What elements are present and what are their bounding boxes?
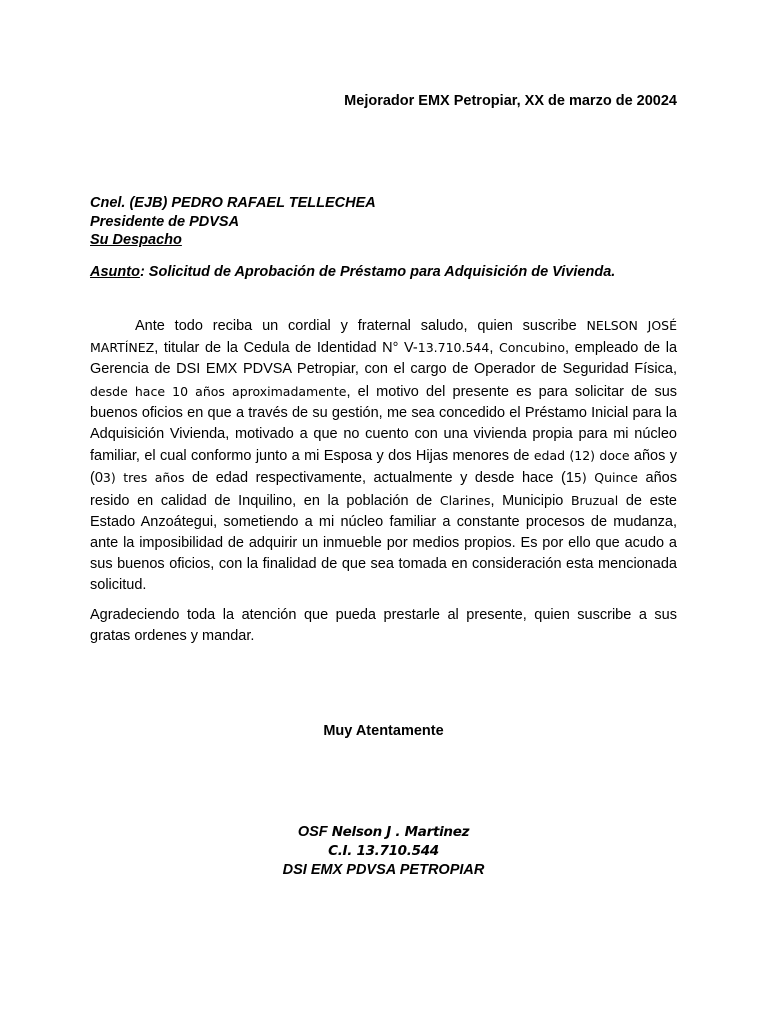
signature-unit: DSI EMX PDVSA PETROPIAR — [282, 862, 485, 878]
signature-id: C.I. 13.710.544 — [328, 843, 439, 859]
closing-line: Muy Atentamente — [323, 723, 444, 739]
body-text: de este Estado Anzoátegui, sometiendo a mi núcleo familiar a constante procesos de mudanza, ante la imposibilidad de adquirir un inmueble por medios propios. Es por ello que acudo a sus buenos oficios, con la finalidad de que sea tomada en consideración esta mencionada solicitud. — [90, 492, 677, 594]
subject-label: Asunto — [90, 264, 140, 280]
town-name: Clarines — [439, 492, 491, 508]
years-of-service: desde hace 10 años aproximadamente — [90, 383, 347, 399]
body-text: años y (0 — [90, 448, 677, 487]
applicant-name: NELSON JOSÉ MARTÍNEZ — [90, 318, 678, 356]
body-paragraph-1 — [90, 315, 677, 597]
subject-line — [90, 264, 615, 280]
addressee-name: Cnel. (EJB) PEDRO RAFAEL TELLECHEA — [90, 195, 376, 211]
body-text: , el motivo del presente es para solicitar de sus buenos oficios en que a través de su gestión, me sea concedido el Préstamo Inicial para la Adquisición Vivienda, motivado a que no cuento con una vivienda propia para mi núcleo familiar, el cual conformo junto a mi Esposa y dos Hijas menores de — [90, 383, 678, 465]
signature-name: Nelson J . Martinez — [331, 824, 470, 840]
daughter-age-1: edad (12) doce — [533, 448, 630, 464]
signature-name-line — [90, 823, 677, 842]
body-text: , — [489, 340, 499, 357]
body-text: , titular de la Cedula de Identidad N° V- — [154, 340, 418, 357]
daughter-age-2: 3) tres años — [102, 470, 185, 486]
subject-text: : Solicitud de Aprobación de Préstamo para Adquisición de Vivienda. — [139, 264, 616, 280]
marital-status: Concubino — [498, 340, 566, 356]
date-line: Mejorador EMX Petropiar, XX de marzo de 20024 — [344, 93, 677, 109]
body-text: , empleado de la Gerencia de DSI EMX PDVSA Petropiar, con el cargo de Operador de Seguridad Física, — [90, 340, 678, 378]
municipality-name: Bruzual — [570, 492, 619, 508]
letter-page — [90, 0, 677, 1024]
applicant-id-number: 13.710.544 — [417, 340, 490, 356]
years-residing: 5) Quince — [573, 470, 638, 486]
body-text: Ante todo reciba un cordial y fraternal saludo, quien suscribe — [135, 318, 587, 334]
letter-body — [90, 315, 677, 655]
addressee-office: Su Despacho — [90, 232, 182, 248]
addressee-block — [90, 194, 376, 250]
addressee-position: Presidente de PDVSA — [90, 213, 240, 230]
body-text: , Municipio — [490, 492, 571, 509]
body-paragraph-2: Agradeciendo toda la atención que pueda prestarle al presente, quien suscribe a sus gratas ordenes y mandar. — [90, 606, 677, 644]
body-text: años resido en calidad de Inquilino, en la población de — [90, 470, 677, 509]
signature-rank: OSF — [297, 824, 332, 840]
body-text: de edad respectivamente, actualmente y desde hace (1 — [184, 470, 574, 487]
signature-block — [90, 823, 677, 880]
